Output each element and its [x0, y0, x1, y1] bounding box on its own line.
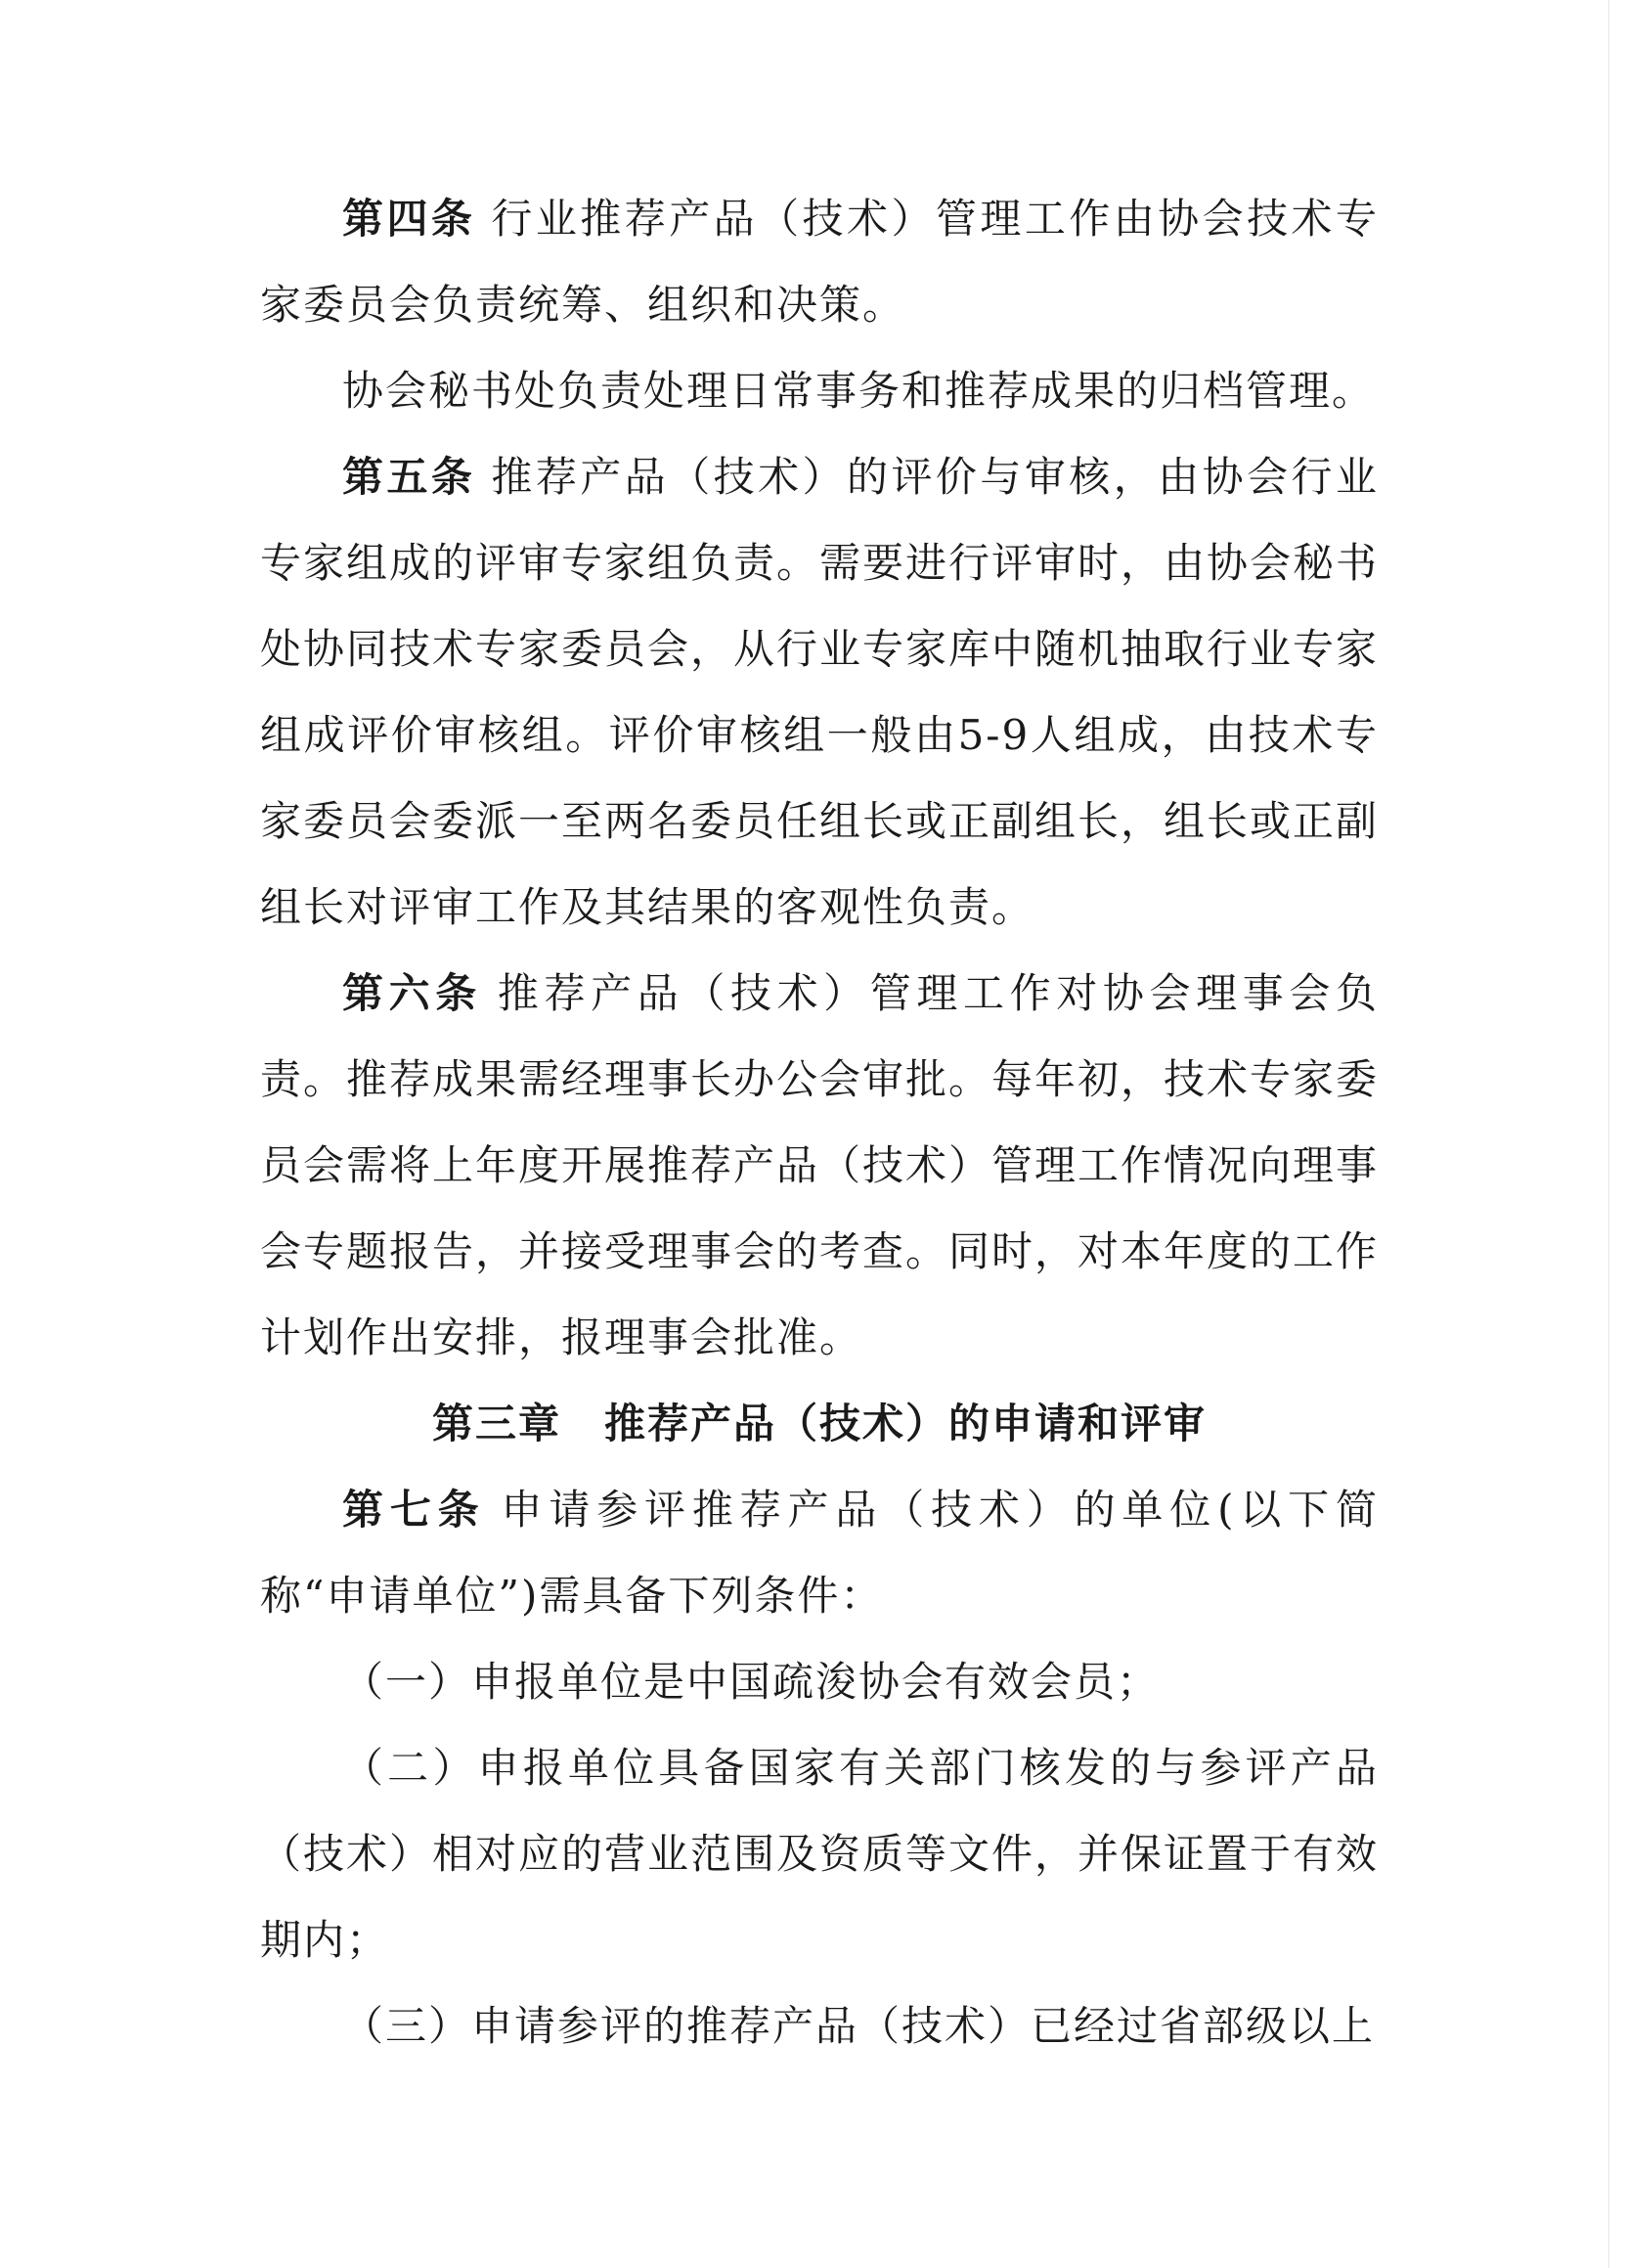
- list-item: （一）申报单位是中国疏浚协会有效会员；: [342, 1658, 1161, 1706]
- scan-edge-line: [1608, 0, 1609, 2268]
- article-4-label: 第四条: [342, 195, 476, 243]
- article-4-text: 行业推荐产品（技术）管理工作由协会技术专家委员会负责统筹、组织和决策。: [260, 195, 1379, 329]
- article-6-text: 推荐产品（技术）管理工作对协会理事会负责。推荐成果需经理事长办公会审批。每年初，技术专家委员会需将上年度开展推荐产品（技术）管理工作情况向理事会专题报告，并接受理事会的考查。同时，对本年度的工作计划作出安排，报理事会批准。: [260, 969, 1380, 1361]
- list-item: （三）申请参评的推荐产品（技术）已经过省部级以上: [342, 2002, 1376, 2050]
- article-4-second-text: 协会秘书处负责处理日常事务和推荐成果的归档管理。: [342, 367, 1376, 415]
- article-7-text: 申请参评推荐产品（技术）的单位(以下简称“申请单位”)需具备下列条件：: [260, 1486, 1379, 1620]
- article-5-label: 第五条: [342, 453, 476, 501]
- article-6-label: 第六条: [342, 969, 482, 1017]
- chapter-3-heading: 第三章 推荐产品（技术）的申请和评审: [431, 1400, 1207, 1447]
- list-item: （二）申报单位具备国家有关部门核发的与参评产品（技术）相对应的营业范围及资质等文件，并保证置于有效期内；: [260, 1744, 1380, 1964]
- article-5-paragraph: [260, 434, 1379, 951]
- article-5-text: 推荐产品（技术）的评价与审核，由协会行业专家组成的评审专家组负责。需要进行评审时，由协会秘书处协同技术专家委员会，从行业专家库中随机抽取行业专家组成评价审核组。评价审核组一般由5-9人组成，由技术专家委员会委派一至两名委员任组长或正副组长，组长或正副组长对评审工作及其结果的客观性负责。: [260, 453, 1380, 931]
- article-7-paragraph: [260, 1467, 1379, 1639]
- article-4-paragraph: [260, 176, 1379, 348]
- article-4-second-paragraph: [260, 348, 1379, 434]
- article-6-paragraph: [260, 951, 1379, 1381]
- document-body: [260, 176, 1379, 2069]
- article-7-label: 第七条: [342, 1486, 486, 1534]
